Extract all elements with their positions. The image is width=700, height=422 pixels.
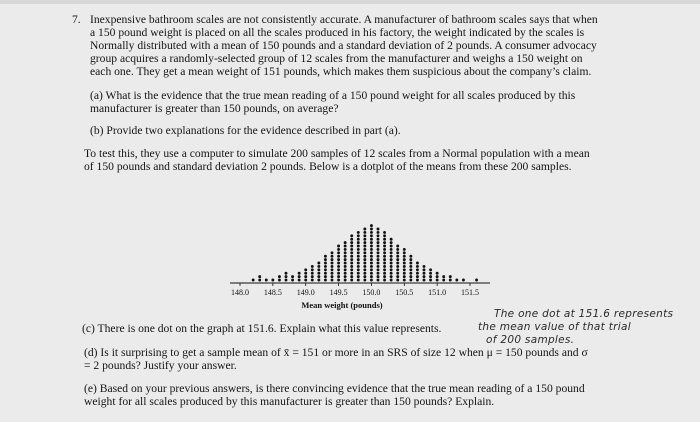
data-dot — [390, 238, 393, 241]
data-dot — [337, 268, 340, 271]
data-dot — [298, 279, 301, 282]
data-dot — [331, 262, 334, 265]
data-dot — [377, 272, 380, 275]
data-dot — [324, 272, 327, 275]
data-dot — [363, 251, 366, 254]
data-dot — [363, 265, 366, 268]
data-dot — [449, 279, 452, 282]
data-dot — [324, 258, 327, 261]
data-dot — [350, 251, 353, 254]
data-dot — [357, 238, 360, 241]
data-dot — [337, 262, 340, 265]
data-dot — [363, 258, 366, 261]
data-dot — [350, 262, 353, 265]
x-tick-label: 149.5 — [329, 288, 348, 297]
data-dot — [331, 272, 334, 275]
data-dot — [423, 268, 426, 271]
data-dot — [383, 245, 386, 248]
data-dot — [370, 255, 373, 258]
data-dot — [449, 275, 452, 278]
data-dot — [416, 262, 419, 265]
data-dot — [324, 265, 327, 268]
data-dot — [409, 262, 412, 265]
data-dot — [370, 224, 373, 227]
problem-number: 7. — [72, 13, 81, 26]
data-dot — [265, 279, 268, 282]
data-dot — [403, 255, 406, 258]
part-b-question: (b) Provide two explanations for the evidence described in part (a). — [90, 124, 401, 137]
data-dot — [377, 228, 380, 231]
data-dot — [377, 248, 380, 251]
data-dot — [455, 279, 458, 282]
data-dot — [278, 275, 281, 278]
data-dot — [370, 251, 373, 254]
data-dot — [337, 258, 340, 261]
data-dot — [383, 272, 386, 275]
data-dot — [377, 268, 380, 271]
data-dot — [390, 279, 393, 282]
data-dot — [416, 265, 419, 268]
handwritten-answer-line: of 200 samples. — [486, 334, 575, 346]
data-dot — [324, 279, 327, 282]
data-dot — [423, 275, 426, 278]
data-dot — [390, 245, 393, 248]
data-dot — [304, 275, 307, 278]
data-dot — [383, 248, 386, 251]
data-dot — [442, 275, 445, 278]
data-dot — [383, 262, 386, 265]
data-dot — [390, 268, 393, 271]
data-dot — [383, 279, 386, 282]
data-dot — [370, 245, 373, 248]
data-dot — [298, 272, 301, 275]
part-e-question: (e) Based on your previous answers, is there convincing evidence that the true mean reading of a 150 pound — [84, 382, 585, 395]
data-dot — [304, 272, 307, 275]
data-dot — [311, 265, 314, 268]
data-dot — [429, 272, 432, 275]
data-dot — [403, 251, 406, 254]
data-dot — [396, 245, 399, 248]
data-dot — [304, 279, 307, 282]
data-dot — [363, 231, 366, 234]
data-dot — [396, 258, 399, 261]
data-dot — [291, 275, 294, 278]
data-dot — [357, 234, 360, 237]
data-dot — [344, 245, 347, 248]
intro-line: group acquires a randomly-selected group of 12 scales from the manufacturer and weighs a 150 weight on — [90, 52, 583, 65]
data-dot — [331, 268, 334, 271]
data-dot — [317, 265, 320, 268]
data-dot — [396, 248, 399, 251]
data-dot — [377, 245, 380, 248]
data-dot — [429, 279, 432, 282]
data-dot — [383, 265, 386, 268]
data-dot — [337, 248, 340, 251]
data-dot — [429, 268, 432, 271]
data-dot — [311, 275, 314, 278]
data-dot — [363, 262, 366, 265]
data-dot — [357, 251, 360, 254]
data-dot — [383, 234, 386, 237]
data-dot — [383, 238, 386, 241]
data-dot — [317, 268, 320, 271]
data-dot — [409, 272, 412, 275]
data-dot — [350, 241, 353, 244]
data-dot — [278, 279, 281, 282]
data-dot — [377, 234, 380, 237]
data-dot — [409, 279, 412, 282]
data-dot — [317, 272, 320, 275]
data-dot — [409, 265, 412, 268]
simulation-description: of 150 pounds and standard deviation 2 pounds. Below is a dotplot of the means from these 200 samples. — [84, 160, 572, 173]
data-dot — [377, 258, 380, 261]
data-dot — [390, 255, 393, 258]
data-dot — [403, 279, 406, 282]
data-dot — [383, 255, 386, 258]
data-dot — [423, 265, 426, 268]
intro-line: Inexpensive bathroom scales are not consistently accurate. A manufacturer of bathroom scales says that when — [90, 13, 598, 26]
data-dot — [390, 262, 393, 265]
data-dot — [311, 272, 314, 275]
intro-line: Normally distributed with a mean of 150 pounds and a standard deviation of 2 pounds. A consumer advocacy — [90, 39, 597, 52]
data-dot — [390, 265, 393, 268]
data-dot — [423, 272, 426, 275]
data-dot — [377, 265, 380, 268]
simulation-description: To test this, they use a computer to simulate 200 samples of 12 scales from a Normal population with a mean — [84, 147, 590, 160]
intro-line: each one. They get a mean weight of 151 pounds, which makes them suspicious about the company’s claim. — [90, 65, 592, 78]
data-dot — [317, 262, 320, 265]
data-dot — [291, 279, 294, 282]
handwritten-answer-line: The one dot at 151.6 represents — [494, 308, 674, 320]
data-dot — [377, 231, 380, 234]
data-dot — [403, 248, 406, 251]
data-dot — [396, 265, 399, 268]
x-tick-label: 149.0 — [296, 288, 315, 297]
data-dot — [304, 268, 307, 271]
data-dot — [344, 272, 347, 275]
data-dot — [357, 275, 360, 278]
data-dot — [377, 255, 380, 258]
data-dot — [370, 279, 373, 282]
data-dot — [344, 251, 347, 254]
data-dot — [298, 275, 301, 278]
data-dot — [285, 275, 288, 278]
data-dot — [462, 279, 465, 282]
data-dot — [357, 255, 360, 258]
data-dot — [317, 279, 320, 282]
data-dot — [317, 275, 320, 278]
x-tick-label: 150.0 — [362, 288, 381, 297]
data-dot — [383, 258, 386, 261]
data-dot — [363, 228, 366, 231]
x-tick-label: 148.5 — [263, 288, 282, 297]
data-dot — [429, 275, 432, 278]
data-dot — [285, 279, 288, 282]
data-dot — [331, 279, 334, 282]
data-dot — [396, 251, 399, 254]
data-dot — [396, 268, 399, 271]
data-dot — [344, 258, 347, 261]
data-dot — [403, 265, 406, 268]
data-dot — [370, 228, 373, 231]
handwritten-answer-line: the mean value of that trial — [478, 321, 631, 333]
data-dot — [390, 272, 393, 275]
data-dot — [357, 231, 360, 234]
data-dot — [403, 262, 406, 265]
data-dot — [337, 279, 340, 282]
data-dot — [311, 268, 314, 271]
data-dot — [363, 275, 366, 278]
data-dot — [252, 279, 255, 282]
data-dot — [370, 238, 373, 241]
part-a-question: manufacturer is greater than 150 pounds, on average? — [90, 102, 339, 115]
data-dot — [324, 275, 327, 278]
data-dot — [350, 275, 353, 278]
data-dot — [324, 268, 327, 271]
data-dot — [383, 268, 386, 271]
data-dot — [331, 255, 334, 258]
data-dot — [370, 258, 373, 261]
data-dot — [363, 248, 366, 251]
data-dot — [258, 275, 261, 278]
data-dot — [363, 272, 366, 275]
data-dot — [377, 251, 380, 254]
data-dot — [416, 268, 419, 271]
data-dot — [350, 234, 353, 237]
part-d-question: (d) Is it surprising to get a sample mean of x̄ = 151 or more in an SRS of size 12 when μ = 150 pounds and σ — [84, 346, 588, 359]
data-dot — [409, 258, 412, 261]
data-dot — [357, 279, 360, 282]
data-dot — [350, 268, 353, 271]
data-dot — [370, 241, 373, 244]
data-dot — [370, 234, 373, 237]
data-dot — [390, 251, 393, 254]
data-dot — [357, 262, 360, 265]
data-dot — [344, 262, 347, 265]
data-dot — [344, 265, 347, 268]
data-dot — [383, 275, 386, 278]
part-e-question: weight for all scales produced by this manufacturer is greater than 150 pounds? Explain. — [84, 395, 495, 408]
data-dot — [396, 255, 399, 258]
data-dot — [390, 258, 393, 261]
data-dot — [311, 279, 314, 282]
data-dot — [370, 262, 373, 265]
x-tick-label: 148.0 — [231, 288, 249, 297]
data-dot — [331, 258, 334, 261]
data-dot — [357, 245, 360, 248]
data-dot — [416, 279, 419, 282]
data-dot — [403, 258, 406, 261]
x-tick-label: 151.0 — [428, 288, 447, 297]
data-dot — [344, 275, 347, 278]
data-dot — [363, 245, 366, 248]
data-dot — [337, 265, 340, 268]
data-dot — [337, 272, 340, 275]
data-dot — [409, 255, 412, 258]
data-dot — [337, 251, 340, 254]
data-dot — [324, 255, 327, 258]
data-dot — [337, 255, 340, 258]
data-dot — [370, 248, 373, 251]
part-c-question: (c) There is one dot on the graph at 151.6. Explain what this value represents. — [82, 322, 442, 335]
data-dot — [370, 272, 373, 275]
data-dot — [409, 268, 412, 271]
data-dot — [350, 245, 353, 248]
data-dot — [344, 248, 347, 251]
data-dot — [357, 248, 360, 251]
intro-line: a 150 pound weight is placed on all the scales produced in his factory, the weight indicated by the scales is — [90, 26, 585, 39]
data-dot — [344, 241, 347, 244]
data-dot — [337, 245, 340, 248]
data-dot — [383, 251, 386, 254]
data-dot — [350, 255, 353, 258]
data-dot — [396, 272, 399, 275]
data-dot — [416, 275, 419, 278]
data-dot — [350, 258, 353, 261]
data-dot — [390, 241, 393, 244]
data-dot — [403, 275, 406, 278]
x-tick-label: 150.5 — [395, 288, 414, 297]
data-dot — [363, 255, 366, 258]
data-dot — [370, 268, 373, 271]
data-dot — [383, 231, 386, 234]
data-dot — [357, 258, 360, 261]
data-dot — [331, 251, 334, 254]
data-dot — [331, 265, 334, 268]
data-dot — [436, 275, 439, 278]
data-dot — [357, 241, 360, 244]
data-dot — [350, 272, 353, 275]
data-dot — [436, 279, 439, 282]
data-dot — [324, 262, 327, 265]
data-dot — [357, 265, 360, 268]
data-dot — [377, 279, 380, 282]
data-dot — [436, 272, 439, 275]
data-dot — [377, 241, 380, 244]
data-dot — [396, 279, 399, 282]
data-dot — [357, 268, 360, 271]
data-dot — [331, 275, 334, 278]
data-dot — [390, 275, 393, 278]
data-dot — [258, 279, 261, 282]
data-dot — [403, 268, 406, 271]
part-a-question: (a) What is the evidence that the true mean reading of a 150 pound weight for all scales produced by this — [90, 89, 576, 102]
data-dot — [363, 268, 366, 271]
data-dot — [442, 279, 445, 282]
data-dot — [423, 279, 426, 282]
x-tick-label: 151.5 — [461, 288, 479, 297]
data-dot — [377, 238, 380, 241]
data-dot — [383, 241, 386, 244]
data-dot — [363, 279, 366, 282]
data-dot — [416, 272, 419, 275]
x-axis-title: Mean weight (pounds) — [301, 300, 383, 310]
data-dot — [337, 275, 340, 278]
data-dot — [285, 272, 288, 275]
data-dot — [344, 255, 347, 258]
data-dot — [350, 248, 353, 251]
data-dot — [350, 279, 353, 282]
data-dot — [396, 275, 399, 278]
data-dot — [344, 279, 347, 282]
data-dot — [475, 279, 478, 282]
data-dot — [390, 248, 393, 251]
data-dot — [363, 238, 366, 241]
data-dot — [370, 275, 373, 278]
data-dot — [363, 241, 366, 244]
data-dot — [271, 279, 274, 282]
data-dot — [350, 265, 353, 268]
data-dot — [357, 272, 360, 275]
data-dot — [403, 272, 406, 275]
data-dot — [370, 231, 373, 234]
data-dot — [370, 265, 373, 268]
data-dot — [396, 262, 399, 265]
data-dot — [377, 262, 380, 265]
part-d-question: = 2 pounds? Justify your answer. — [84, 359, 237, 372]
data-dot — [363, 234, 366, 237]
data-dot — [377, 275, 380, 278]
data-dot — [409, 275, 412, 278]
data-dot — [350, 238, 353, 241]
data-dot — [344, 268, 347, 271]
